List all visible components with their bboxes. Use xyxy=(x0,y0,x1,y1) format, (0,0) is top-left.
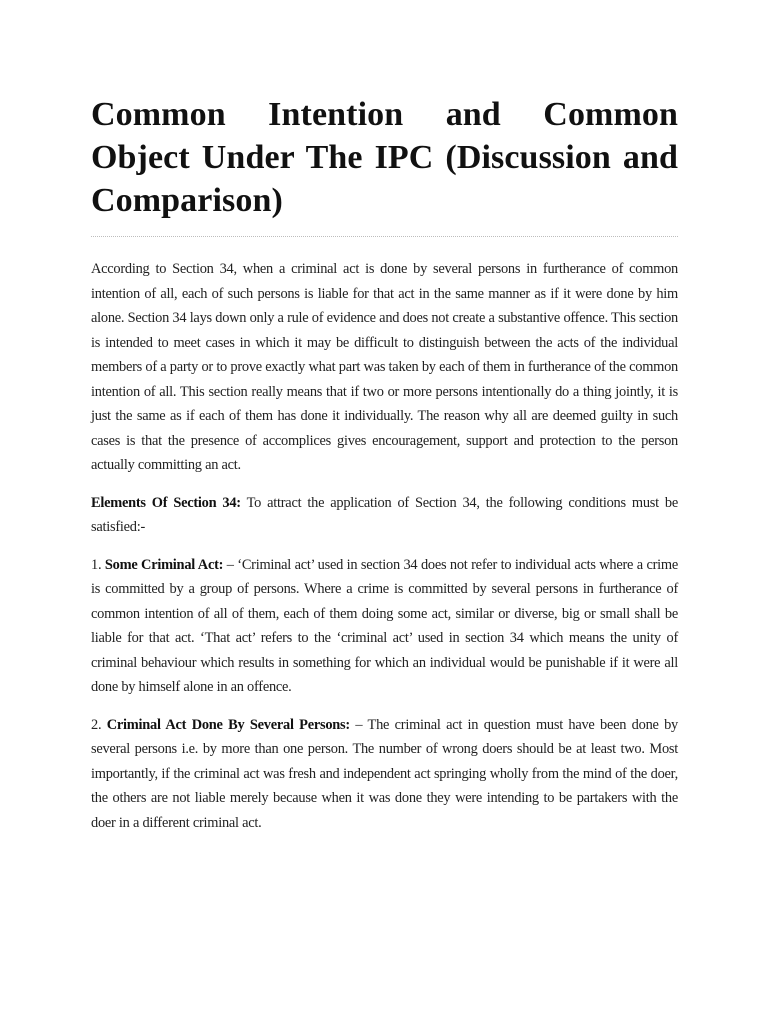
point-heading: Criminal Act Done By Several Persons: xyxy=(106,716,350,733)
article-body xyxy=(91,257,678,835)
article xyxy=(91,0,678,848)
intro-paragraph: According to Section 34, when a criminal act is done by several persons in furtherance of common intention of all, each of such persons is liable for that act in the same manner as if it were done by him alone. Section 34 lays down only a rule of evidence and does not create a substantive offence. This section is intended to meet cases in which it may be difficult to distinguish between the acts of the individual members of a party or to prove exactly what part was taken by each of them in furtherance of the common intention of all. This section really means that if two or more persons intentionally do a thing jointly, it is just the same as if each of them has done it individually. The reason why all are deemed guilty in such cases is that the presence of accomplices gives encouragement, support and protection to the person actually committing an act. xyxy=(91,261,678,473)
point-heading: Some Criminal Act: xyxy=(104,556,224,573)
point-text: – The criminal act in question must have been done by several persons i.e. by more than one person. The number of wrong doers should be at least two. Most importantly, if the criminal act was fresh and independent act springing wholly from the mind of the doer, the others are not liable merely because when it was done they were intending to be partakers with the doer in a different criminal act. xyxy=(91,716,679,831)
elements-paragraph xyxy=(91,491,678,540)
point-paragraph-1 xyxy=(91,553,678,700)
point-text: – ‘Criminal act’ used in section 34 does not refer to individual acts where a crime is committed by a group of persons. Where a crime is committed by several persons in furtherance of common intention of all of them, each of them doing some act, similar or diverse, big or small shall be liable for that act. ‘That act’ refers to the ‘criminal act’ used in section 34 which means the unity of criminal behaviour which results in something for which an individual would be punishable if it were all done by himself alone in an offence. xyxy=(91,556,679,695)
elements-heading: Elements Of Section 34: xyxy=(91,494,241,511)
article-title: Common Intention and Common Object Under The IPC (Discussion and Comparison) xyxy=(91,96,678,219)
title-divider xyxy=(91,236,678,237)
point-number: 1. xyxy=(91,556,105,573)
point-number: 2. xyxy=(91,716,107,733)
elements-text: To attract the application of Section 34, the following conditions must be satisfied:- xyxy=(91,494,678,535)
point-paragraph-2 xyxy=(91,713,678,836)
